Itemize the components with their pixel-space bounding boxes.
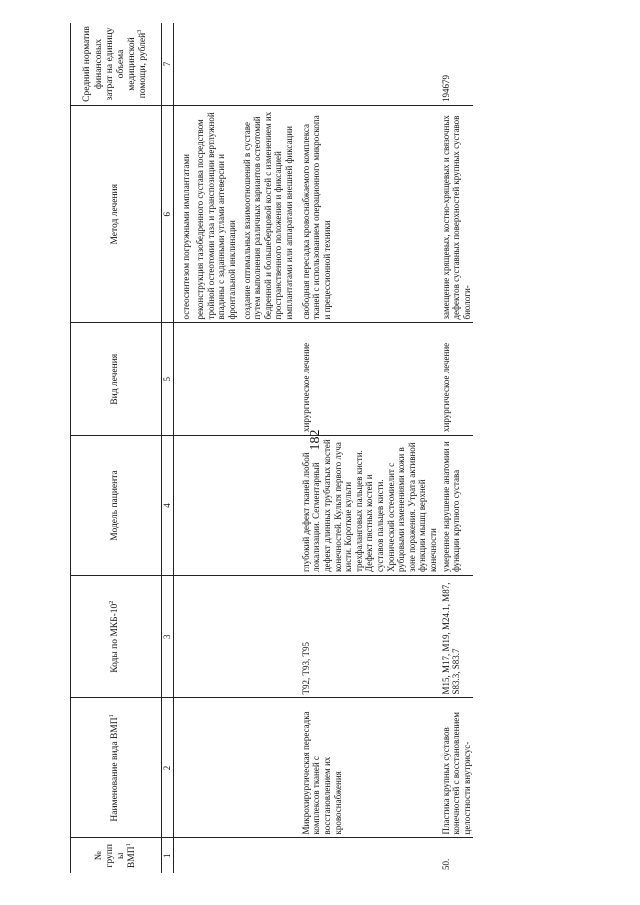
method-cell: замещение хрящевых, костно-хрящевых и связочных дефектов суставных поверхностей крупных суставов биологи-	[440, 106, 474, 324]
column-number: 6	[162, 106, 174, 324]
method-cell: свободная пересадка кровоснабжаемого комплекса тканей с использованием операционного микроскопа и прецессионной техники	[300, 106, 440, 324]
header-treatment-type: Вид лечения	[71, 323, 162, 436]
patient-model-cell: умеренное нарушение анатомии и функции крупного сустава	[440, 436, 474, 576]
rotated-document-sheet	[70, 23, 610, 873]
column-number: 7	[162, 23, 174, 106]
vmp-table	[70, 23, 473, 873]
header-treatment-method: Метод лечения	[71, 106, 162, 324]
header-vmp-name: Наименование вида ВМП$^1$	[71, 698, 162, 838]
table-row-microsurgery	[300, 23, 440, 873]
header-group-number: № группы ВМП$^1$	[71, 838, 162, 873]
column-number: 3	[162, 576, 174, 699]
column-numbers-row	[162, 23, 174, 873]
table-row-group-50	[440, 23, 474, 873]
method-paragraph: создание оптимальных взаимоотношений в суставе путем выполнения различных вариантов остеотомий бедренной и большеберцовой костей с изменением их пространственного положения и фиксацией имплантатами или аппаратами внешней фиксации	[241, 111, 295, 320]
vmp-name-cell: Микрохирургическая пересадка комплексов тканей с восстановлением их кровоснабжения	[300, 698, 440, 838]
icd-codes-cell: М15, М17, М19, М24.1, М87, S83.3, S83.7	[440, 576, 474, 699]
header-patient-model: Модель пациента	[71, 436, 162, 576]
header-icd-codes: Коды по МКБ-$10^2$	[71, 576, 162, 699]
column-number: 5	[162, 323, 174, 436]
table-row-continuation	[180, 23, 300, 873]
column-number: 4	[162, 436, 174, 576]
method-paragraph: реконструкция тазобедренного сустава посредством тройной остеотомии таза и транспозиции вертлужной впадины с заданными углами антеверсии и фронтальной инклинации	[195, 112, 238, 320]
method-cell	[180, 106, 300, 324]
method-paragraph: остеосинтезом погружными имплантатами	[180, 154, 191, 320]
patient-model-cell: глубокий дефект тканей любой локализации. Сегментарный дефект длинных трубчатых костей конечностей. Культя первого луча кисти. Короткие культи трехфаланговых пальцев кисти. Дефект пястных костей и суставов пальцев кисти. Хронический остеомиелит с рубцовыми изменениями кожи в зоне поражения. Утрата активной функции мышц верхней конечности	[300, 436, 440, 576]
vmp-name-cell: Пластика крупных суставов конечностей с восстановлением целостности внутрисус-	[440, 698, 474, 838]
column-number: 2	[162, 698, 174, 838]
average-cost-cell: 194679	[440, 23, 474, 106]
page-number: 182	[308, 429, 323, 451]
treatment-type-cell: хирургическое лечение	[440, 323, 474, 436]
header-average-cost: Средний норматив финансовых затрат на единицу объема медицинской помощи, рублей$^3$	[71, 23, 162, 106]
column-number: 1	[162, 838, 174, 873]
icd-codes-cell: Т92, Т93, Т95	[300, 576, 440, 699]
group-number-cell: 50.	[440, 858, 451, 870]
table-header-row	[71, 23, 162, 873]
treatment-type-cell: хирургическое лечение	[300, 323, 440, 436]
